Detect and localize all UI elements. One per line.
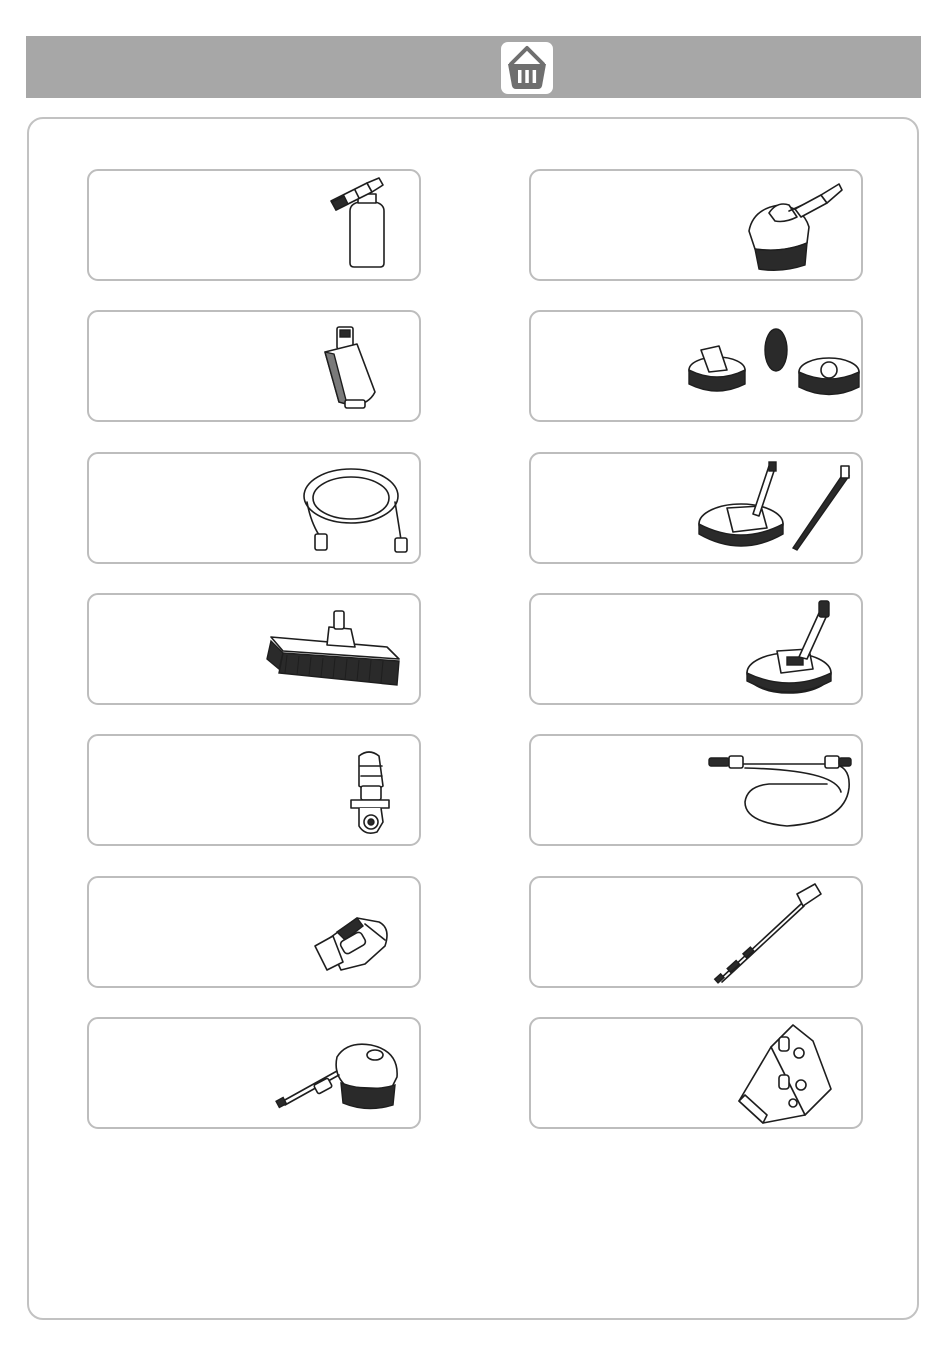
accessory-card-patio-surface-cleaner[interactable] xyxy=(529,593,863,705)
patio-surface-cleaner-icon xyxy=(531,595,865,707)
shopping-basket-icon xyxy=(501,42,553,94)
accessory-card-surface-cleaner-with-lance[interactable] xyxy=(529,452,863,564)
accessory-card-rotary-wash-brush[interactable] xyxy=(529,169,863,281)
rotating-nozzle-adapter-icon xyxy=(89,736,423,848)
accessory-card-hose-connector[interactable] xyxy=(87,876,421,988)
power-brush-with-lance-icon xyxy=(89,1019,423,1131)
wash-brush-broom-icon xyxy=(89,595,423,707)
wall-bracket-icon xyxy=(531,1019,865,1131)
accessory-card-telescopic-lance[interactable] xyxy=(529,876,863,988)
hose-connector-icon xyxy=(89,878,423,990)
accessory-card-wash-brush-broom[interactable] xyxy=(87,593,421,705)
accessories-panel xyxy=(27,117,919,1320)
surface-cleaner-with-lance-icon xyxy=(531,454,865,566)
rotary-wash-brush-icon xyxy=(531,171,865,283)
accessory-card-foam-nozzle-bottle[interactable] xyxy=(87,169,421,281)
brush-head-set-icon xyxy=(531,312,865,424)
foam-nozzle-bottle-icon xyxy=(89,171,423,283)
telescopic-lance-icon xyxy=(531,878,865,990)
accessory-card-brush-head-set[interactable] xyxy=(529,310,863,422)
accessory-card-rotating-nozzle-adapter[interactable] xyxy=(87,734,421,846)
accessory-card-suction-hose[interactable] xyxy=(87,452,421,564)
accessory-card-power-brush-with-lance[interactable] xyxy=(87,1017,421,1129)
header-bar xyxy=(26,36,921,98)
extension-high-pressure-hose-icon xyxy=(531,736,865,848)
accessory-card-wall-bracket[interactable] xyxy=(529,1017,863,1129)
suction-hose-icon xyxy=(89,454,423,566)
water-filter-icon xyxy=(89,312,423,424)
accessory-card-extension-high-pressure-hose[interactable] xyxy=(529,734,863,846)
accessory-card-water-filter[interactable] xyxy=(87,310,421,422)
